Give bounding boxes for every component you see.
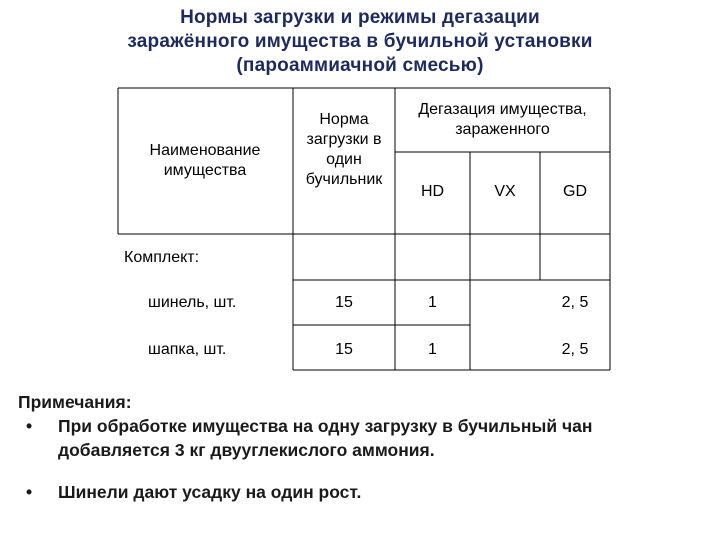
notes-section <box>18 390 708 504</box>
row-1-gd <box>540 293 610 313</box>
row-2-norm <box>293 340 395 360</box>
row-2-gd-text: 2, 5 <box>561 341 589 358</box>
header-agent-gd <box>540 182 610 202</box>
note-item-1-text: При обработке имущества на одну загрузку в бучильный чан добавляется 3 кг двууглекислого аммония. <box>58 416 593 460</box>
row-1-hd <box>395 293 470 313</box>
agent-gd-label: GD <box>563 183 587 200</box>
page-title <box>60 6 660 78</box>
note-item-1 <box>18 414 708 462</box>
group-label <box>124 248 199 268</box>
bullet-icon: • <box>26 416 33 436</box>
row-1-name <box>148 293 236 313</box>
row-1-norm <box>293 293 395 313</box>
row-2-gd <box>540 340 610 360</box>
bullet-icon: • <box>26 482 33 502</box>
note-item-2-text: Шинели дают усадку на один рост. <box>58 482 362 502</box>
header-degas-label: Дегазация имущества, зараженного <box>418 101 587 138</box>
row-2-name <box>148 340 226 360</box>
group-label-text: Комплект: <box>124 249 200 266</box>
row-1-hd-text: 1 <box>428 294 437 311</box>
row-2-norm-text: 15 <box>335 341 353 358</box>
row-2-hd <box>395 340 470 360</box>
agent-hd-label: HD <box>420 183 445 200</box>
header-norm-cell <box>296 110 392 190</box>
note-item-2 <box>18 480 708 504</box>
header-degas-cell <box>398 100 607 140</box>
row-1-gd-text: 2, 5 <box>561 294 589 311</box>
row-2-name-text: шапка, шт. <box>148 341 227 358</box>
row-1-norm-text: 15 <box>335 294 353 311</box>
row-1-name-text: шинель, шт. <box>148 294 237 311</box>
title-line-2: заражённого имущества в бучильной установки <box>127 31 593 52</box>
header-name-label: Наименование имущества <box>149 142 261 179</box>
header-norm-label: Норма загрузки в один бучильник <box>305 111 383 188</box>
agent-vx-label: VX <box>494 183 516 200</box>
title-line-3: (пароаммиачной смесью) <box>236 55 484 76</box>
header-agent-vx <box>470 182 540 202</box>
header-name-cell <box>130 141 280 181</box>
row-2-hd-text: 1 <box>428 341 437 358</box>
title-line-1: Нормы загрузки и режимы дегазации <box>180 7 540 28</box>
notes-heading: Примечания: <box>18 392 132 412</box>
header-agent-hd <box>395 182 470 202</box>
